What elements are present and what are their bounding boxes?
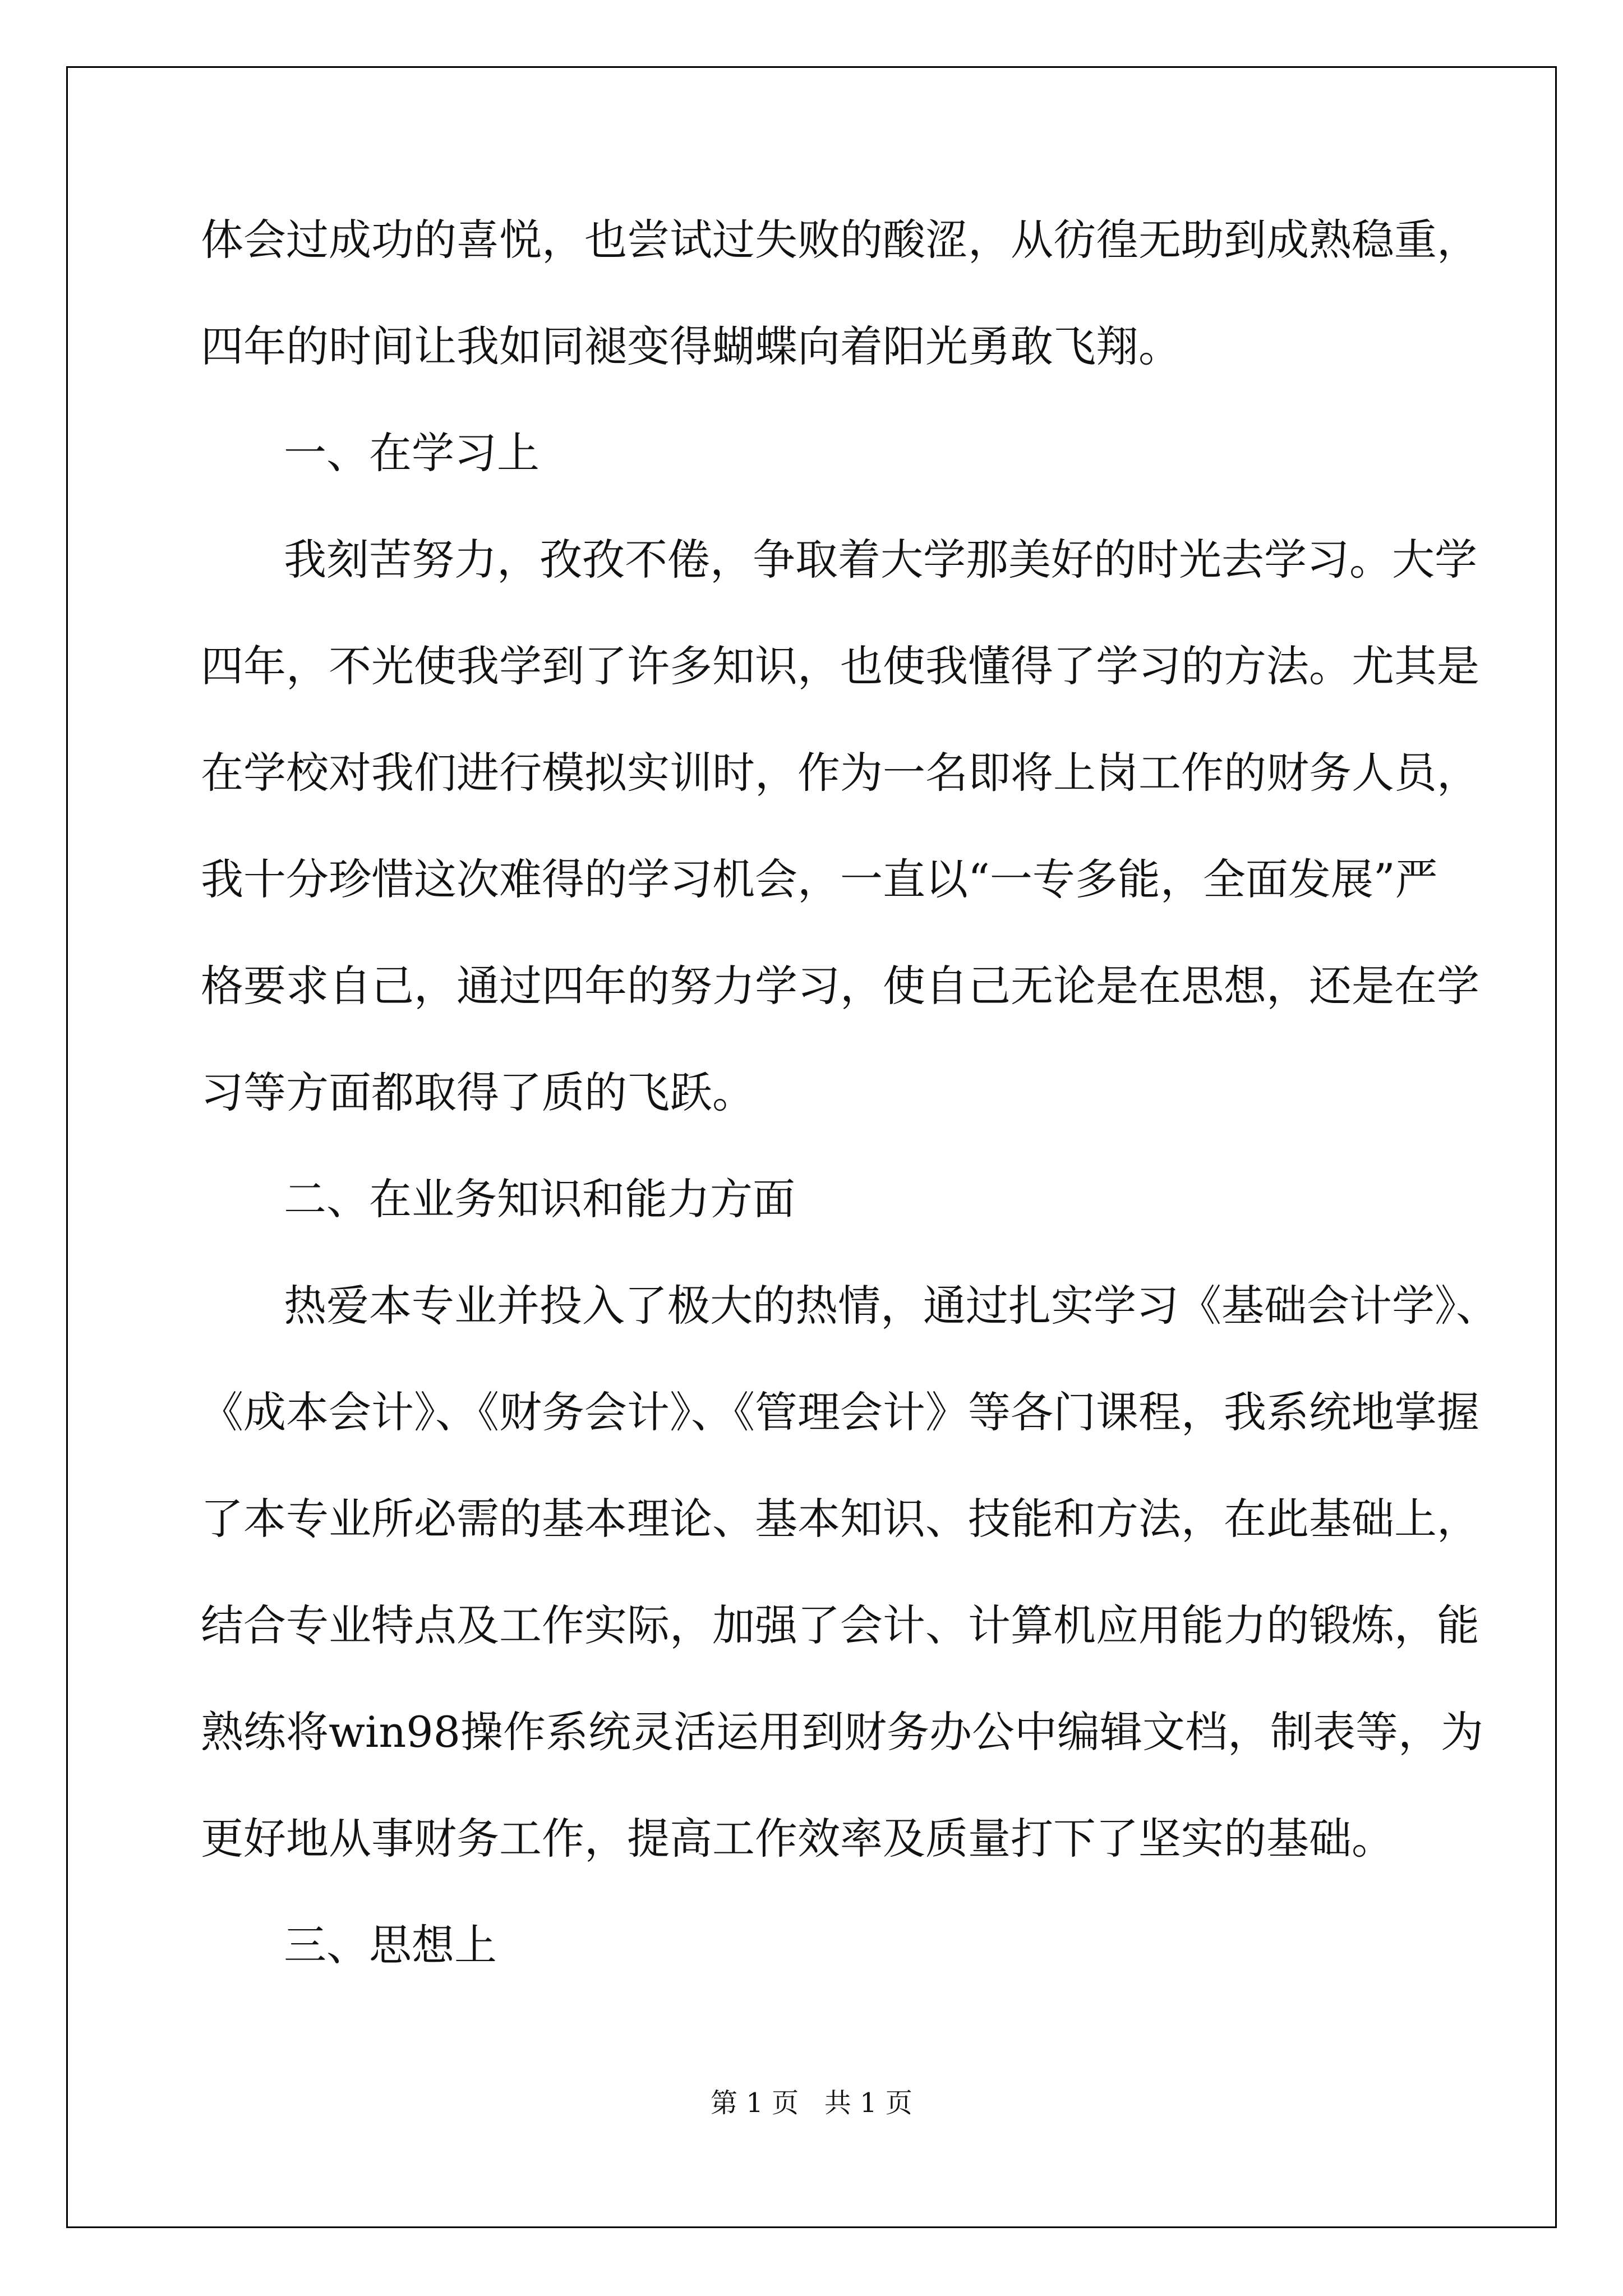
- paragraph-line: 体会过成功的喜悦，也尝试过失败的酸涩，从彷徨无助到成熟稳重，: [201, 215, 1479, 265]
- paragraph-line: 了本专业所必需的基本理论、基本知识、技能和方法，在此基础上，: [201, 1494, 1479, 1544]
- paragraph-line: 更好地从事财务工作，提高工作效率及质量打下了坚实的基础。: [201, 1814, 1394, 1864]
- section-heading-study: 一、在学习上: [284, 428, 540, 478]
- section-heading-thought: 三、思想上: [284, 1920, 497, 1970]
- paragraph-line: 热爱本专业并投入了极大的热情，通过扎实学习《基础会计学》、: [284, 1281, 1498, 1331]
- paragraph-line: 习等方面都取得了质的飞跃。: [201, 1068, 755, 1117]
- paragraph-line: 四年，不光使我学到了许多知识，也使我懂得了学习的方法。尤其是: [201, 641, 1479, 691]
- paragraph-line: 我十分珍惜这次难得的学习机会，一直以“一专多能，全面发展”严: [201, 854, 1438, 904]
- paragraph-line: 格要求自己，通过四年的努力学习，使自己无论是在思想，还是在学: [201, 961, 1479, 1011]
- paragraph-line: 我刻苦努力，孜孜不倦，争取着大学那美好的时光去学习。大学: [284, 535, 1477, 585]
- section-heading-business: 二、在业务知识和能力方面: [284, 1174, 795, 1224]
- paragraph-line: 四年的时间让我如同褪变得蝴蝶向着阳光勇敢飞翔。: [201, 321, 1181, 371]
- page-number-footer: 第 1 页 共 1 页: [711, 2087, 912, 2119]
- paragraph-line: 在学校对我们进行模拟实训时，作为一名即将上岗工作的财务人员，: [201, 748, 1479, 798]
- document-body: [201, 213, 1498, 2025]
- paragraph-line: 《成本会计》、《财务会计》、《管理会计》等各门课程，我系统地掌握: [201, 1387, 1479, 1437]
- paragraph-line: 结合专业特点及工作实际，加强了会计、计算机应用能力的锻炼，能: [201, 1600, 1479, 1650]
- paragraph-line: 熟练将win98操作系统灵活运用到财务办公中编辑文档，制表等，为: [201, 1707, 1484, 1757]
